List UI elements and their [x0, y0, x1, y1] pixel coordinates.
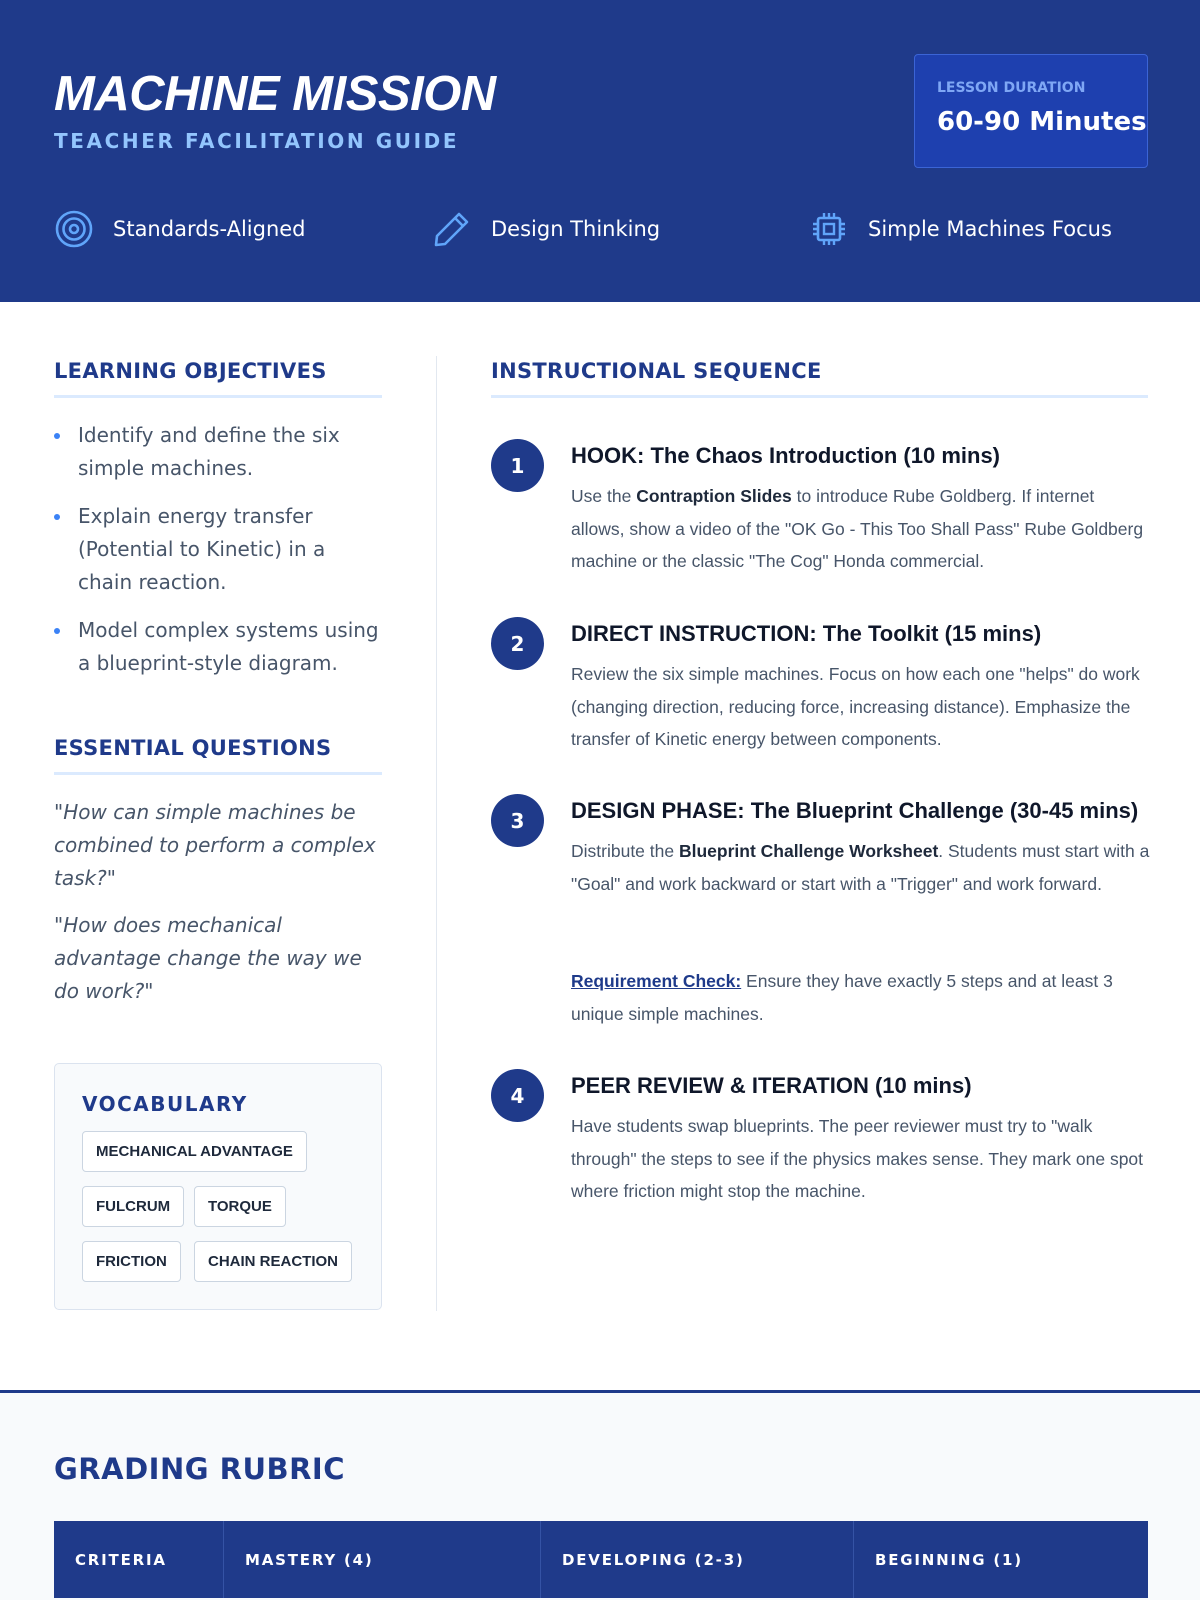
grading-rubric-heading: GRADING RUBRIC [54, 1452, 345, 1486]
feature-simple-machines-focus [809, 207, 1112, 251]
objective-item: Model complex systems using a blueprint-style diagram. [54, 614, 384, 680]
contraption-slides-emphasis: Contraption Slides [636, 486, 792, 506]
rubric-column-beginning: BEGINNING (1) [875, 1550, 1023, 1569]
lesson-duration-label: LESSON DURATION [937, 80, 1086, 96]
target-icon [54, 209, 94, 249]
vocab-chip-friction: FRICTION [82, 1241, 181, 1282]
feature-label: Design Thinking [491, 217, 661, 241]
bullet-icon [54, 628, 60, 634]
objective-item: Identify and define the six simple machines. [54, 419, 384, 485]
step-description: Review the six simple machines. Focus on how each one "helps" do work (changing direction, reducing force, increasing distance). Emphasize the transfer of Kinetic energy between components. [571, 664, 1140, 749]
feature-label: Simple Machines Focus [868, 217, 1112, 241]
bullet-icon [54, 514, 60, 520]
step-number-badge: 2 [491, 617, 544, 670]
step-description: Have students swap blueprints. The peer reviewer must try to "walk through" the steps to see if the physics makes sense. They mark one spot where friction might stop the machine. [571, 1116, 1144, 1201]
step-number-badge: 1 [491, 439, 544, 492]
feature-standards-aligned [54, 207, 306, 251]
step-number-badge: 4 [491, 1069, 544, 1122]
learning-objectives-heading: LEARNING OBJECTIVES [54, 359, 327, 383]
step-number-badge: 3 [491, 794, 544, 847]
rubric-column-mastery: MASTERY (4) [224, 1521, 541, 1598]
step-description: Use the Contraption Slides to introduce Rube Goldberg. If internet allows, show a video of the "OK Go - This Too Shall Pass" Rube Goldberg machine or the classic "The Cog" Honda commercial. [571, 486, 1144, 571]
vocabulary-card [54, 1063, 382, 1310]
requirement-check: Requirement Check: Ensure they have exactly 5 steps and at least 3 unique simple machines. [571, 971, 1113, 1024]
vocab-chip-mechanical-advantage: MECHANICAL ADVANTAGE [82, 1131, 307, 1172]
chip-icon [809, 209, 849, 249]
rubric-column-developing: DEVELOPING (2-3) [541, 1521, 854, 1598]
rubric-table-header [54, 1521, 1148, 1598]
vocabulary-heading: VOCABULARY [82, 1092, 248, 1116]
essential-questions-heading: ESSENTIAL QUESTIONS [54, 736, 332, 760]
heading-underline [491, 395, 1148, 398]
feature-label: Standards-Aligned [113, 217, 306, 241]
pencil-icon [432, 209, 472, 249]
bullet-icon [54, 433, 60, 439]
requirement-check-link[interactable]: Requirement Check: [571, 971, 742, 991]
lesson-duration-value: 60-90 Minutes [937, 107, 1147, 137]
essential-question: "How can simple machines be combined to perform a complex task?" [54, 800, 376, 890]
step-title: HOOK: The Chaos Introduction (10 mins) [571, 443, 1001, 468]
vocab-chip-chain-reaction: CHAIN REACTION [194, 1241, 352, 1282]
heading-underline [54, 395, 382, 398]
step-title: DIRECT INSTRUCTION: The Toolkit (15 mins) [571, 621, 1042, 646]
step-title: DESIGN PHASE: The Blueprint Challenge (30-45 mins) [571, 798, 1139, 823]
heading-underline [54, 772, 382, 775]
vocab-chip-fulcrum: FULCRUM [82, 1186, 184, 1227]
feature-design-thinking [432, 207, 660, 251]
essential-question: "How does mechanical advantage change the way we do work?" [54, 913, 362, 1003]
column-divider [436, 356, 437, 1311]
worksheet-emphasis: Blueprint Challenge Worksheet [678, 841, 939, 861]
vocab-chip-torque: TORQUE [194, 1186, 286, 1227]
objective-item: Explain energy transfer (Potential to Kinetic) in a chain reaction. [54, 500, 384, 599]
instructional-sequence-heading: INSTRUCTIONAL SEQUENCE [491, 359, 822, 383]
page-subtitle: TEACHER FACILITATION GUIDE [54, 129, 460, 153]
lesson-duration-card [914, 54, 1148, 168]
page-title: MACHINE MISSION [54, 67, 496, 121]
step-title: PEER REVIEW & ITERATION (10 mins) [571, 1073, 972, 1098]
page-header [0, 0, 1200, 302]
step-description: Distribute the Blueprint Challenge Worksheet. Students must start with a "Goal" and work backward or start with a "Trigger" and work forward. [571, 841, 1150, 894]
rubric-column-criteria: CRITERIA [54, 1521, 224, 1598]
